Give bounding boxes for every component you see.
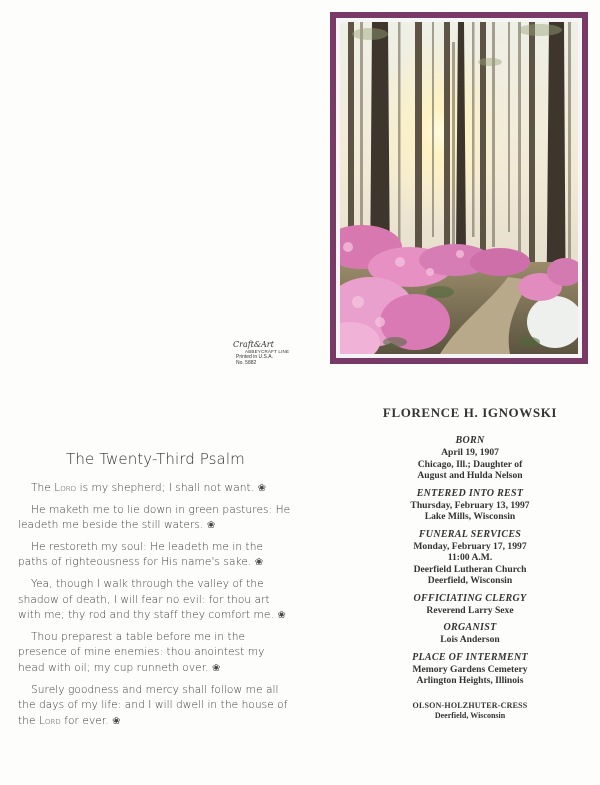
section-title: ORGANIST <box>443 622 497 633</box>
catalog-number: No. 5882 <box>236 360 257 366</box>
printed-in: Printed in U.S.A. <box>236 354 273 360</box>
funeral-home-name: OLSON-HOLZHUTER-CRESS <box>412 700 528 710</box>
section-title: PLACE OF INTERMENT <box>412 651 528 663</box>
entered-into-rest-section <box>360 488 580 523</box>
section-line: Chicago, Ill.; Daughter of <box>417 458 523 470</box>
funeral-home <box>360 701 580 721</box>
flower-icon: ❀ <box>257 483 266 494</box>
section-title: ENTERED INTO REST <box>416 487 524 499</box>
psalm-title: The Twenty-Third Psalm <box>66 450 245 468</box>
section-title: BORN <box>455 435 485 446</box>
printer-logo: Craft&Art <box>233 340 274 349</box>
section-line: August and Hulda Nelson <box>417 470 523 481</box>
flower-icon: ❀ <box>277 610 286 622</box>
officiating-clergy-section <box>360 593 580 617</box>
forest-azalea-photo <box>340 22 578 354</box>
psalm-verse-6: Surely goodness and mercy shall follow me all the days of my life: and I will dwell in the house of the Lord for ever. ❀ <box>18 683 288 727</box>
flower-icon: ❀ <box>254 557 264 569</box>
flower-icon: ❀ <box>212 662 221 674</box>
section-line: Arlington Heights, Illinois <box>416 675 524 686</box>
place-of-interment-section <box>360 652 580 687</box>
section-line: Thursday, February 13, 1997 <box>410 499 530 511</box>
section-title: FUNERAL SERVICES <box>418 528 522 540</box>
flower-icon: ❀ <box>206 520 216 532</box>
obituary-section <box>360 405 580 721</box>
section-line: 11:00 A.M. <box>447 552 493 563</box>
organist-section <box>360 622 580 646</box>
section-line: Monday, February 17, 1997 <box>413 540 527 552</box>
funeral-services-section <box>360 529 580 587</box>
section-line: April 19, 1907 <box>441 447 499 458</box>
photo-mat <box>336 18 582 358</box>
deceased-name: FLORENCE H. IGNOWSKI <box>382 405 558 420</box>
section-title: OFFICIATING CLERGY <box>413 592 527 604</box>
psalm-verse-4: Yea, though I walk through the valley of the shadow of death, I will fear no evil: for thou art with me; thy rod and thy staff they comfort me. ❀ <box>18 577 286 622</box>
printer-mark <box>233 340 293 366</box>
section-line: Deerfield, Wisconsin <box>427 575 513 586</box>
flower-icon: ❀ <box>112 715 121 727</box>
section-line: Deerfield Lutheran Church <box>413 563 527 575</box>
born-section <box>360 435 580 482</box>
psalm-verse-5: Thou preparest a table before me in the presence of mine enemies: thou anointest my head with oil; my cup runneth over. ❀ <box>18 630 265 674</box>
psalm-verse-2: He maketh me to lie down in green pastures: He leadeth me beside the still waters. ❀ <box>18 503 291 532</box>
psalm-section <box>18 450 293 735</box>
section-line: Reverend Larry Sexe <box>426 604 514 616</box>
funeral-home-city: Deerfield, Wisconsin <box>434 710 506 720</box>
section-line: Lois Anderson <box>440 634 500 645</box>
section-line: Memory Gardens Cemetery <box>412 663 528 675</box>
printer-brand: ABBEYCRAFT LINE <box>245 349 290 354</box>
photo-frame <box>330 12 588 364</box>
psalm-verse-3: He restoreth my soul: He leadeth me in the paths of righteousness for His name's sake. ❀ <box>18 540 264 569</box>
psalm-verse-1: The Lord is my shepherd; I shall not want. ❀ <box>31 482 266 494</box>
section-line: Lake Mills, Wisconsin <box>424 511 516 522</box>
